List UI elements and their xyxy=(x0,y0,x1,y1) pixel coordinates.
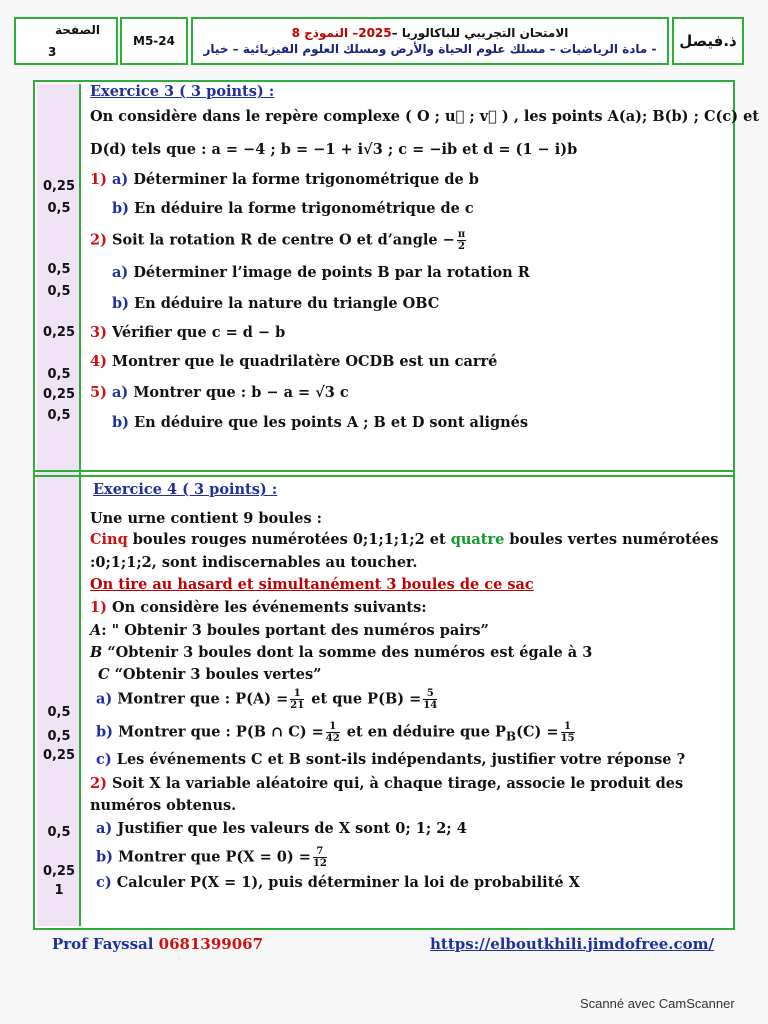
score: 0,5 xyxy=(47,284,71,299)
score: 0,5 xyxy=(47,367,71,382)
footer-phone: 0681399067 xyxy=(158,935,264,953)
ex3-intro-line2: D(d) tels que : a = −4 ; b = −1 + i√3 ; c = −ib et d = (1 − i)b xyxy=(90,141,578,158)
teacher-name: ذ.فيصل xyxy=(672,17,744,65)
page-label: الصفحة xyxy=(54,23,100,37)
page-number: 3 xyxy=(48,45,57,59)
score: 0,5 xyxy=(47,705,71,720)
ex4-event-a: A: " Obtenir 3 boules portant des numéros pairs” xyxy=(90,622,489,639)
ex4-line4: On tire au hasard et simultanément 3 boules de ce sac xyxy=(90,576,534,593)
exam-title xyxy=(191,17,669,65)
page-number-box xyxy=(14,17,118,65)
section-divider xyxy=(33,470,735,472)
exercise-3-title: Exercice 3 ( 3 points) : xyxy=(90,83,275,100)
score-column xyxy=(37,84,81,926)
score: 0,25 xyxy=(42,864,76,879)
ex3-intro-line1: On considère dans le repère complexe ( O ; u⃗ ; v⃗ ) , les points A(a); B(b) ; C(c) et xyxy=(90,108,760,125)
score: 0,5 xyxy=(47,825,71,840)
score: 0,25 xyxy=(42,387,76,402)
ex4-q1: 1) On considère les événements suivants: xyxy=(90,599,427,616)
ex4-q1a: a) Montrer que : P(A) = $\frac{1}{21}$ et que P(B) = $\frac{5}{14}$ xyxy=(96,688,438,711)
ex4-q1b: b) Montrer que : P(B ∩ C) = $\frac{1}{42}$ et en déduire que $P_B(C)$ = $\frac{1}{15}$ xyxy=(96,721,575,744)
exercise-4-title: Exercice 4 ( 3 points) : xyxy=(93,481,278,498)
ex3-q5a: 5) a) Montrer que : b − a = √3 c xyxy=(90,384,349,401)
score: 0,25 xyxy=(42,748,76,763)
ex3-q2: 2) Soit la rotation R de centre O et d’angle − $\frac{\pi}{2}$ xyxy=(90,229,466,252)
exam-title-line2: - مادة الرياضيات – مسلك علوم الحياة والأرض ومسلك العلوم الفيزيائية – خيار xyxy=(203,42,657,56)
ex4-q2c: c) Calculer P(X = 1), puis déterminer la loi de probabilité X xyxy=(96,874,580,891)
ex4-q2-line2: numéros obtenus. xyxy=(90,797,237,814)
ex4-q2a: a) Justifier que les valeurs de X sont 0; 1; 2; 4 xyxy=(96,820,467,837)
ex4-q1c: c) Les événements C et B sont-ils indépendants, justifier votre réponse ? xyxy=(96,751,686,768)
footer-author: Prof Fayssal 0681399067 xyxy=(52,935,264,953)
ex3-q2b: b) En déduire la nature du triangle OBC xyxy=(112,295,440,312)
ex4-event-b: B “Obtenir 3 boules dont la somme des numéros est égale à 3 xyxy=(90,644,593,661)
exam-code: M5-24 xyxy=(120,17,188,65)
footer-url-link[interactable]: https://elboutkhili.jimdofree.com/ xyxy=(430,935,715,953)
ex4-q2-line1: 2) Soit X la variable aléatoire qui, à chaque tirage, associe le produit des xyxy=(90,775,684,792)
score: 0,5 xyxy=(47,262,71,277)
score: 1 xyxy=(54,883,64,898)
score: 0,25 xyxy=(42,325,76,340)
exam-title-line1: الامتحان التجريبي للباكالوريا –2025– النموذج 8 xyxy=(291,26,569,40)
ex3-q4: 4) Montrer que le quadrilatère OCDB est un carré xyxy=(90,353,498,370)
ex4-line2: Cinq boules rouges numérotées 0;1;1;1;2 et quatre boules vertes numérotées xyxy=(90,531,719,548)
ex4-line1: Une urne contient 9 boules : xyxy=(90,510,323,527)
section-divider xyxy=(33,475,735,477)
score: 0,5 xyxy=(47,408,71,423)
ex3-q3: 3) Vérifier que c = d − b xyxy=(90,324,286,341)
ex4-line3: :0;1;1;2, sont indiscernables au toucher. xyxy=(90,554,418,571)
score: 0,25 xyxy=(42,179,76,194)
ex3-q1a: 1) a) Déterminer la forme trigonométrique de b xyxy=(90,171,479,188)
score: 0,5 xyxy=(47,729,71,744)
ex3-q2a: a) Déterminer l’image de points B par la rotation R xyxy=(112,264,530,281)
ex3-q1b: b) En déduire la forme trigonométrique de c xyxy=(112,200,474,217)
ex4-q2b: b) Montrer que P(X = 0) = $\frac{7}{12}$ xyxy=(96,846,327,869)
score: 0,5 xyxy=(47,201,71,216)
ex4-event-c: C “Obtenir 3 boules vertes” xyxy=(98,666,322,683)
camscanner-watermark: Scanné avec CamScanner xyxy=(580,996,735,1011)
ex3-q5b: b) En déduire que les points A ; B et D sont alignés xyxy=(112,414,529,431)
